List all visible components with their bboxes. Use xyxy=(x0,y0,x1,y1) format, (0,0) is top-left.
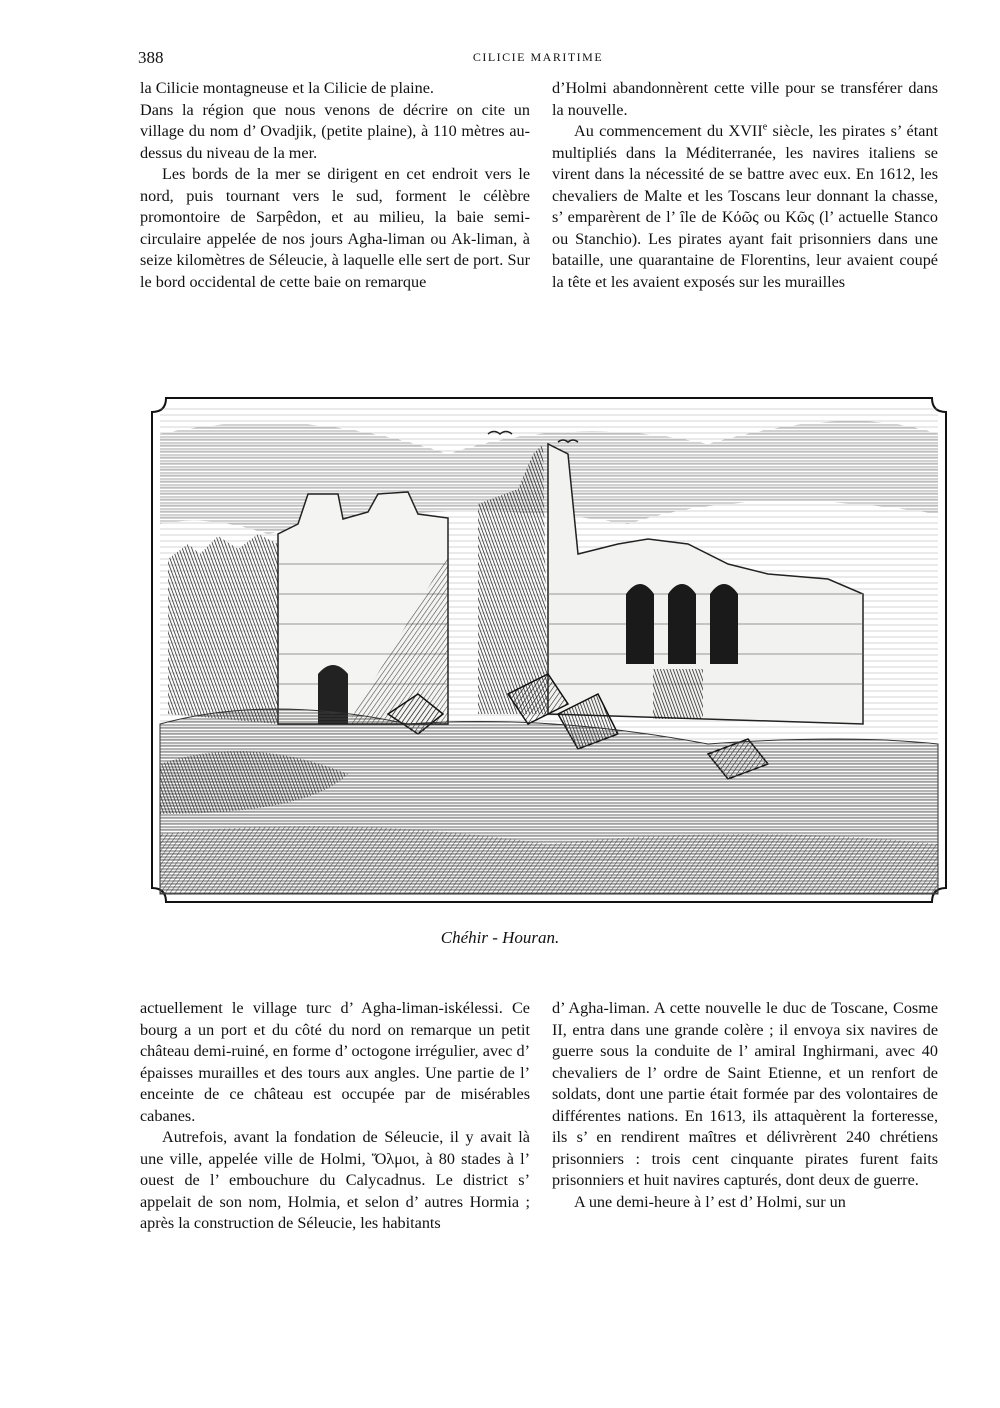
paragraph: la Cilicie montagneuse et la Cilicie de plaine. xyxy=(140,79,434,97)
paragraph: Autrefois, avant la fondation de Séleucie, il y avait là une ville, appelée ville de Holmi, Ὅλμοι, à 80 stades à l’ ouest de l’ embouchure du Calycadnus. Le district s’ appelait de son nom, Holmia, et selon d’ autres Hormia ; après la construction de Séleucie, les habitants xyxy=(140,1128,530,1232)
paragraph: A une demi-heure à l’ est d’ Holmi, sur un xyxy=(574,1192,846,1211)
paragraph-rest: siècle, les pirates s’ étant multipliés dans la Méditerranée, les navires italiens se virent dans la nécessité de se battre avec eux. En 1612, les chevaliers de Malte et les Toscans leur donnant la chasse, s’ emparèrent de l’ île de Κόῶς ou Κῶς (l’ actuelle Stanco ou Stanchio). Les pirates ayant fait prisonniers dans une bataille, une quarantaine de Florentins, leur avaient coupé la tête et les avaient exposés sur les murailles xyxy=(552,122,938,291)
top-right-column xyxy=(552,78,938,293)
page-number: 388 xyxy=(138,48,164,67)
running-header xyxy=(138,48,938,68)
top-left-column xyxy=(140,78,530,293)
paragraph-start: Au commencement du XVII xyxy=(574,122,763,140)
bottom-left-column xyxy=(140,998,530,1235)
paragraph xyxy=(552,121,938,293)
figure-caption: Chéhir - Houran. xyxy=(440,928,560,947)
paragraph: Dans la région que nous venons de décrire on cite un village du nom d’ Ovadjik, (petite plaine), à 110 mètres au-dessus du niveau de la mer. xyxy=(140,100,530,162)
running-title: CILICIE MARITIME xyxy=(472,50,604,64)
paragraph: d’ Agha-liman. A cette nouvelle le duc de Toscane, Cosme II, entra dans une grande colère ; il envoya six navires de guerre sous la conduite de l’ amiral Inghirmani, avec 40 chevaliers de l’ ordre de Saint Etienne, et un renfort de soldats, dont une partie était formée par des volontaires de différentes nations. En 1613, ils attaquèrent la forteresse, ils s’ en rendirent maîtres et délivrèrent 240 chrétiens prisonniers : trois cent cinquante pirates furent faits prisonniers et huit navires capturés, dont deux de guerre. xyxy=(552,999,938,1189)
superscript: e xyxy=(762,121,768,133)
bottom-right-column xyxy=(552,998,938,1213)
paragraph: actuellement le village turc d’ Agha-liman-iskélessi. Ce bourg a un port et du côté du nord on remarque un petit château demi-ruiné, en forme d’ octogone irrégulier, avec d’ épaisses murailles et des tours aux angles. Une partie de l’ enceinte de ce château est occupée par de misérables cabanes. xyxy=(140,999,530,1125)
engraving-illustration xyxy=(148,394,950,906)
paragraph: Les bords de la mer se dirigent en cet endroit vers le nord, puis tournant vers le sud, forment le célèbre promontoire de Sarpêdon, et au milieu, la baie semi-circulaire appelée de nos jours Agha-liman ou Ak-liman, à seize kilomètres de Séleucie, à laquelle elle sert de port. Sur le bord occidental de cette baie on remarque xyxy=(140,165,530,291)
paragraph: d’Holmi abandonnèrent cette ville pour se transférer dans la nouvelle. xyxy=(552,79,938,119)
